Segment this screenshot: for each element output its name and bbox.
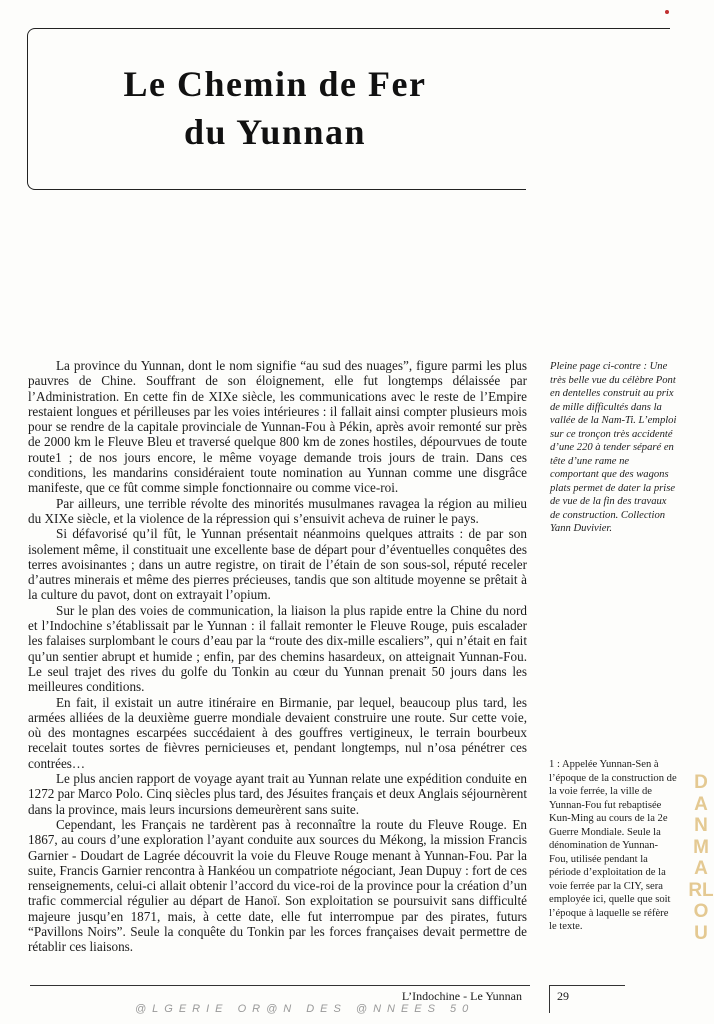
paragraph-3: Si défavorisé qu’il fût, le Yunnan présentait néanmoins quelques attraits : de par son isolement même, il constituait une excellente base de départ pour d’éventuelles conquêtes des terres avoisinantes ; dans un autre registre, on tirait de l’étain de son sous-sol, réputé receler d’autres minerais et même des pierres précieuses, tandis que son altitude moyenne se prêtait à la culture du pavot, dont on extrayait l’opium. (28, 526, 527, 603)
paragraph-5: En fait, il existait un autre itinéraire en Birmanie, par lequel, beaucoup plus tard, les armées alliées de la deuxième guerre mondiale devaient construire une route. Sur cette voie, où des montagnes escarpées succédaient à des gouffres vertigineux, le terrain bourbeux recelait toutes sortes de fièvres pernicieuses et, pendant longtemps, nul n’osa pénétrer ces contrées… (28, 694, 527, 771)
footer-rule-right (550, 985, 625, 986)
paragraph-1: La province du Yunnan, dont le nom signifie “au sud des nuages”, figure parmi les plus pauvres de Chine. Souffrant de son éloignement, elle fut longtemps délaissée par l’Administration. En cette fin de XIXe siècle, les communications avec le reste de l’Empire restaient longues et périlleuses par les voies intérieures : il fallait ainsi compter plusieurs mois pour se rendre de la capitale provinciale de Yunnan-Fou à Pékin, après avoir remonté sur près de 2000 km le Fleuve Bleu et traversé quelque 800 km de zones hostiles, dépourvues de toute route1 ; de nos jours encore, le même voyage demande trois jours de train. Dans ces conditions, les mandarins considéraient toute nomination au Yunnan comme une disgrâce manifeste, que ce fût comme simple fonctionnaire ou comme vice-roi. (28, 358, 527, 496)
photo-caption: Pleine page ci-contre : Une très belle vue du célèbre Pont en dentelles construit au prix de mille difficultés dans la vallée de la Nam-Ti. L’emploi sur ce tronçon très accidenté d’une 220 à tender séparé en tête d’une rame ne comportant que des wagons plats permet de dater la prise de vue de la fin des travaux de construction. Collection Yann Duvivier. (550, 361, 677, 534)
running-footer-title: L’Indochine - Le Yunnan (401, 989, 522, 1003)
footer-rule (30, 985, 530, 986)
title-line-2: du Yunnan (184, 112, 366, 152)
page-number: 29 (557, 989, 569, 1003)
watermark-vertical: DANMARLOU (688, 772, 714, 944)
title-line-1: Le Chemin de Fer (123, 64, 427, 104)
title-frame-top-rule (520, 28, 670, 29)
footnote: 1 : Appelée Yunnan-Sen à l’époque de la construction de la voie ferrée, la ville de Yunnan-Fou fut rebaptisée Kun-Ming au cours de la 2e Guerre Mondiale. Seule la dénomination de Yunnan-Fou, utilisée pendant la période d’exploitation de la voie ferrée par la CIY, sera employée ici, quelle que soit l’époque à laquelle se réfère le texte. (549, 759, 677, 932)
article-body (28, 358, 527, 955)
paragraph-4: Sur le plan des voies de communication, la liaison la plus rapide entre la Chine du nord et l’Indochine s’établissait par le Yunnan : il fallait remonter le Fleuve Rouge, puis escalader les falaises surplombant le cours d’eau par la “route des dix-mille escaliers”, qui n’était en fait qu’un sentier abrupt et humide ; enfin, par des chemins hasardeux, on atteignait Yunnan-Fou. Le seul trajet des rives du golfe du Tonkin au cœur du Yunnan prenait 50 jours dans les meilleures conditions. (28, 602, 527, 695)
paragraph-2: Par ailleurs, une terrible révolte des minorités musulmanes ravagea la région au milieu du XIXe siècle, et la violence de la répression qui s’ensuivit acheva de ruiner le pays. (28, 495, 527, 526)
paragraph-7: Cependant, les Français ne tardèrent pas à reconnaître la route du Fleuve Rouge. En 1867, au cours d’une exploration l’ayant conduite aux sources du Mékong, la mission Francis Garnier - Doudart de Lagrée découvrit la voie du Fleuve Rouge menant à Yunnan-Fou. Par la suite, Francis Garnier rencontra à Hankéou un compatriote négociant, Jean Dupuy : fort de ces renseignements, celui-ci allait obtenir l’accord du vice-roi de la province pour la création d’un trafic commercial régulier au départ de Hanoï. Son exploitation se poursuivit sans difficulté majeure jusqu’en 1871, mais, à cette date, elle fut interrompue par des pirates, futurs “Pavillons Noirs”. Seule la conquête du Tonkin par les forces françaises devait permettre de rétablir ces liaisons. (28, 816, 527, 955)
page-title (40, 60, 510, 156)
corner-mark (665, 10, 669, 14)
paragraph-6: Le plus ancien rapport de voyage ayant trait au Yunnan relate une expédition conduite en 1272 par Marco Polo. Cinq siècles plus tard, des Jésuites français et deux Anglais séjournèrent dans la province, mais leurs incursions demeurèrent sans suite. (28, 771, 527, 817)
watermark-horizontal: @LGERIE OR@N DES @NNEES 50 (135, 1003, 475, 1015)
